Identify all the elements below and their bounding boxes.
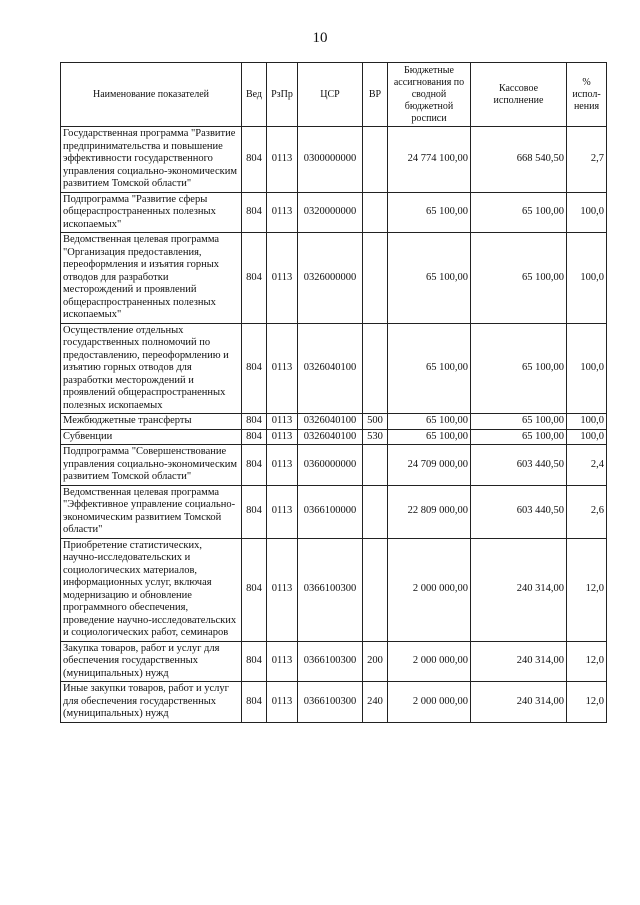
budget-table — [60, 62, 607, 723]
row-csr: 0320000000 — [298, 192, 363, 233]
row-budget: 2 000 000,00 — [388, 641, 471, 682]
row-ved: 804 — [242, 233, 267, 324]
row-name: Субвенции — [61, 429, 242, 445]
header-csr: ЦСР — [298, 63, 363, 127]
row-csr: 0366100300 — [298, 641, 363, 682]
row-vr: 500 — [363, 414, 388, 430]
row-name: Подпрограмма "Совершенствование управления социально-экономическим развитием Томской области" — [61, 445, 242, 486]
row-budget: 65 100,00 — [388, 323, 471, 414]
table-row — [61, 323, 607, 414]
row-budget: 2 000 000,00 — [388, 682, 471, 723]
row-name: Подпрограмма "Развитие сферы общераспространенных полезных ископаемых" — [61, 192, 242, 233]
row-name: Государственная программа "Развитие предпринимательства и повышение эффективности государственного управления социально-экономическим развитием Томской области" — [61, 127, 242, 193]
row-cash: 65 100,00 — [471, 233, 567, 324]
row-budget: 65 100,00 — [388, 192, 471, 233]
row-ved: 804 — [242, 323, 267, 414]
row-pct: 100,0 — [567, 429, 607, 445]
table-row — [61, 682, 607, 723]
row-cash: 65 100,00 — [471, 323, 567, 414]
row-ved: 804 — [242, 127, 267, 193]
row-name: Иные закупки товаров, работ и услуг для обеспечения государственных (муниципальных) нужд — [61, 682, 242, 723]
row-ved: 804 — [242, 538, 267, 641]
row-pct: 12,0 — [567, 641, 607, 682]
row-budget: 2 000 000,00 — [388, 538, 471, 641]
row-budget: 65 100,00 — [388, 233, 471, 324]
header-budget: Бюджетные ассигнования по сводной бюджетной росписи — [388, 63, 471, 127]
row-cash: 65 100,00 — [471, 192, 567, 233]
row-rzpr: 0113 — [267, 233, 298, 324]
row-vr — [363, 445, 388, 486]
table-row — [61, 429, 607, 445]
row-csr: 0300000000 — [298, 127, 363, 193]
table-row — [61, 233, 607, 324]
row-csr: 0326040100 — [298, 323, 363, 414]
row-ved: 804 — [242, 641, 267, 682]
table-row — [61, 485, 607, 538]
row-pct: 12,0 — [567, 538, 607, 641]
row-cash: 240 314,00 — [471, 641, 567, 682]
row-cash: 240 314,00 — [471, 682, 567, 723]
row-rzpr: 0113 — [267, 485, 298, 538]
row-vr — [363, 323, 388, 414]
table-row — [61, 538, 607, 641]
row-cash: 603 440,50 — [471, 485, 567, 538]
table-row — [61, 192, 607, 233]
row-cash: 668 540,50 — [471, 127, 567, 193]
row-pct: 100,0 — [567, 414, 607, 430]
row-csr: 0366100300 — [298, 538, 363, 641]
row-rzpr: 0113 — [267, 641, 298, 682]
row-rzpr: 0113 — [267, 192, 298, 233]
row-cash: 65 100,00 — [471, 429, 567, 445]
row-cash: 240 314,00 — [471, 538, 567, 641]
row-name: Межбюджетные трансферты — [61, 414, 242, 430]
row-rzpr: 0113 — [267, 323, 298, 414]
row-name: Ведомственная целевая программа "Организация предоставления, переоформления и изъятия горных отводов для разработки месторождений и проявлений общераспространенных полезных ископаемых" — [61, 233, 242, 324]
table-row — [61, 641, 607, 682]
row-ved: 804 — [242, 192, 267, 233]
row-rzpr: 0113 — [267, 538, 298, 641]
row-csr: 0326040100 — [298, 429, 363, 445]
row-pct: 12,0 — [567, 682, 607, 723]
table-header-row — [61, 63, 607, 127]
row-vr — [363, 192, 388, 233]
page-number: 10 — [312, 30, 328, 46]
row-rzpr: 0113 — [267, 682, 298, 723]
header-cash: Кассовое исполнение — [471, 63, 567, 127]
row-pct: 2,6 — [567, 485, 607, 538]
row-name: Ведомственная целевая программа "Эффективное управление социально-экономическим развитием Томской области" — [61, 485, 242, 538]
row-ved: 804 — [242, 445, 267, 486]
row-ved: 804 — [242, 682, 267, 723]
row-csr: 0360000000 — [298, 445, 363, 486]
header-rzpr: РзПр — [267, 63, 298, 127]
row-pct: 2,4 — [567, 445, 607, 486]
table-row — [61, 414, 607, 430]
row-ved: 804 — [242, 414, 267, 430]
row-rzpr: 0113 — [267, 445, 298, 486]
row-name: Приобретение статистических, научно-исследовательских и социологических материалов, информационных услуг, включая модернизацию и обновление программного обеспечения, проведение научно-исследовательских и социологических работ, семинаров — [61, 538, 242, 641]
row-vr — [363, 233, 388, 324]
row-vr — [363, 538, 388, 641]
header-pct: % испол-нения — [567, 63, 607, 127]
row-name: Осуществление отдельных государственных полномочий по предоставлению, переоформлению и изъятию горных отводов для разработки месторождений и проявлений общераспространенных полезных ископаемых — [61, 323, 242, 414]
row-cash: 65 100,00 — [471, 414, 567, 430]
row-rzpr: 0113 — [267, 414, 298, 430]
row-vr — [363, 485, 388, 538]
row-budget: 22 809 000,00 — [388, 485, 471, 538]
row-pct: 2,7 — [567, 127, 607, 193]
table-row — [61, 445, 607, 486]
row-vr: 200 — [363, 641, 388, 682]
row-budget: 65 100,00 — [388, 414, 471, 430]
row-vr — [363, 127, 388, 193]
table-row — [61, 127, 607, 193]
row-vr: 240 — [363, 682, 388, 723]
row-cash: 603 440,50 — [471, 445, 567, 486]
row-pct: 100,0 — [567, 323, 607, 414]
header-ved: Вед — [242, 63, 267, 127]
header-name: Наименование показателей — [61, 63, 242, 127]
row-rzpr: 0113 — [267, 429, 298, 445]
row-ved: 804 — [242, 485, 267, 538]
row-csr: 0326000000 — [298, 233, 363, 324]
row-csr: 0326040100 — [298, 414, 363, 430]
row-budget: 24 709 000,00 — [388, 445, 471, 486]
row-pct: 100,0 — [567, 192, 607, 233]
row-pct: 100,0 — [567, 233, 607, 324]
row-budget: 24 774 100,00 — [388, 127, 471, 193]
row-rzpr: 0113 — [267, 127, 298, 193]
row-name: Закупка товаров, работ и услуг для обеспечения государственных (муниципальных) нужд — [61, 641, 242, 682]
row-ved: 804 — [242, 429, 267, 445]
row-csr: 0366100300 — [298, 682, 363, 723]
row-vr: 530 — [363, 429, 388, 445]
header-vr: ВР — [363, 63, 388, 127]
row-csr: 0366100000 — [298, 485, 363, 538]
row-budget: 65 100,00 — [388, 429, 471, 445]
